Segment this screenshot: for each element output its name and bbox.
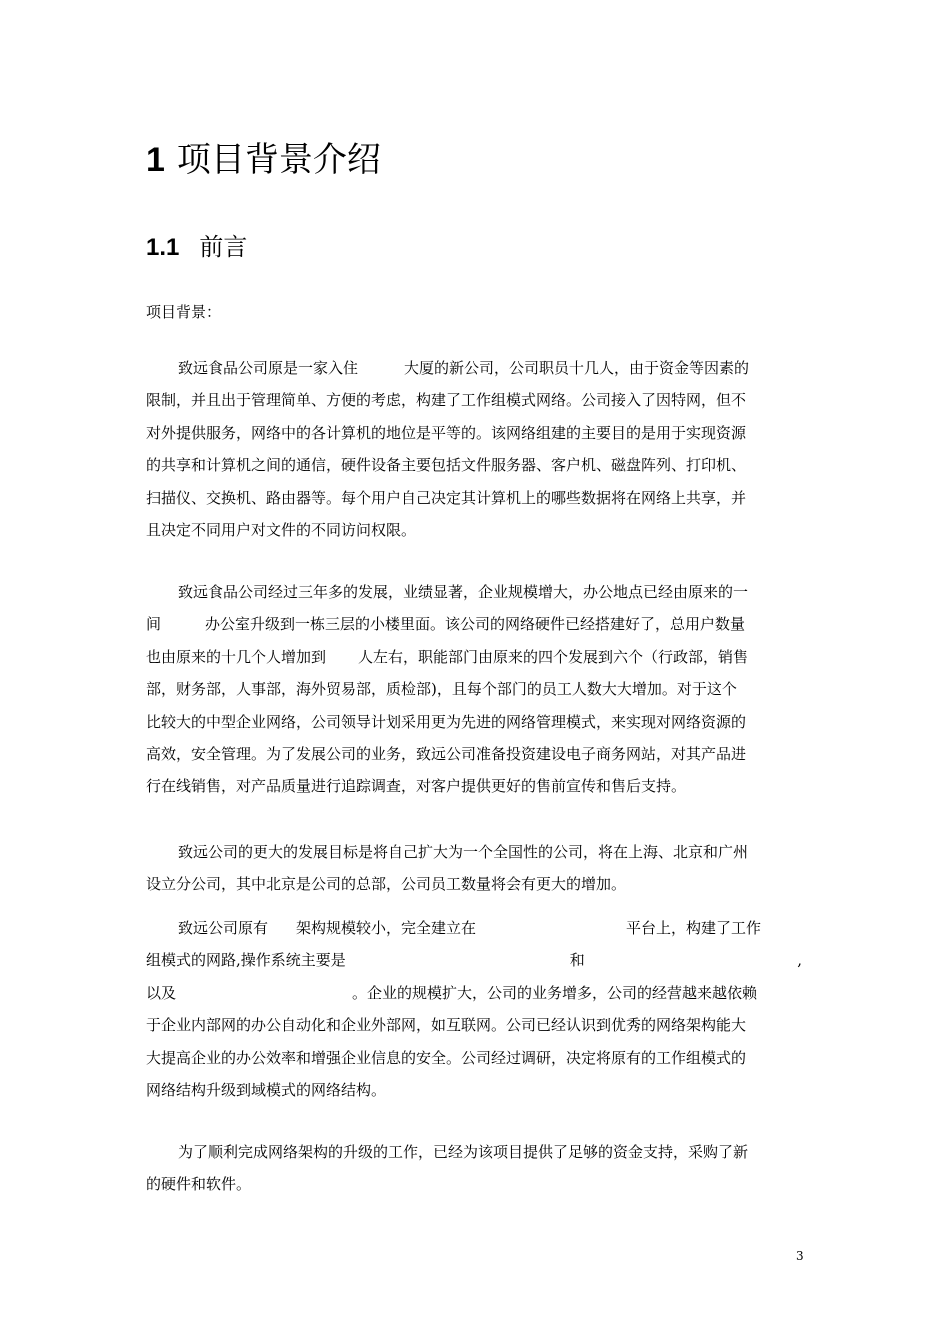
paragraph-line: 大提高企业的办公效率和增强企业信息的安全。公司经过调研，决定将原有的工作组模式的 — [146, 1048, 747, 1067]
paragraph-line: 致远食品公司经过三年多的发展，业绩显著，企业规模增大，办公地点已经由原来的一 — [178, 583, 749, 601]
paragraph-line: 于企业内部网的办公自动化和企业外部网，如互联网。公司已经认识到优秀的网络架构能大 — [146, 1016, 747, 1035]
paragraph-line: 且决定不同用户对文件的不同访问权限。 — [146, 520, 417, 539]
section-number: 1.1 — [146, 234, 180, 261]
paragraph-line: 部，财务部，人事部，海外贸易部，质检部)，且每个部门的员工人数大大增加。对于这个 — [146, 680, 737, 699]
paragraph-line: 高效，安全管理。为了发展公司的业务，致远公司准备投资建设电子商务网站，对其产品进 — [146, 744, 747, 763]
paragraph-line: 间 办公室升级到一栋三层的小楼里面。该公司的网络硬件已经搭建好了，总用户数量 — [146, 615, 746, 634]
paragraph-line: 的硬件和软件。 — [146, 1175, 252, 1194]
paragraph-line: 致远公司的更大的发展目标是将自己扩大为一个全国性的公司，将在上海、北京和广州 — [178, 843, 749, 861]
paragraph-line: 限制，并且出于管理简单、方便的考虑，构建了工作组模式网络。公司接入了因特网，但不 — [146, 391, 747, 410]
paragraph-5 — [146, 1136, 810, 1201]
paragraph-4 — [146, 912, 810, 1106]
paragraph-line: 以及 。企业的规模扩大，公司的业务增多，公司的经营越来越依赖 — [146, 983, 758, 1002]
paragraph-line: 为了顺利完成网络架构的升级的工作，已经为该项目提供了足够的资金支持，采购了新 — [178, 1143, 749, 1161]
chapter-heading — [146, 138, 381, 182]
paragraph-line: 致远公司原有 架构规模较小，完全建立在 平台上，构建了工作 — [178, 919, 762, 937]
paragraph-line: 对外提供服务，网络中的各计算机的地位是平等的。该网络组建的主要目的是用于实现资源 — [146, 423, 747, 442]
section-heading — [146, 230, 247, 265]
paragraph-line: 设立分公司，其中北京是公司的总部，公司员工数量将会有更大的增加。 — [146, 875, 627, 894]
paragraph-line: 行在线销售，对产品质量进行追踪调查，对客户提供更好的售前宣传和售后支持。 — [146, 777, 687, 796]
paragraph-1 — [146, 352, 810, 546]
paragraph-line: 组模式的网路,操作系统主要是 和 , — [146, 951, 802, 970]
paragraph-line: 扫描仪、交换机、路由器等。每个用户自己决定其计算机上的哪些数据将在网络上共享，并 — [146, 488, 747, 507]
chapter-title: 项目背景介绍 — [176, 140, 381, 180]
paragraph-line: 也由原来的十几个人增加到 人左右，职能部门由原来的四个发展到六个（行政部，销售 — [146, 647, 749, 666]
chapter-number: 1 — [146, 141, 165, 179]
paragraph-line: 网络结构升级到域模式的网络结构。 — [146, 1080, 387, 1099]
section-title: 前言 — [199, 233, 248, 261]
lead-label: 项目背景： — [146, 303, 222, 321]
paragraph-line: 致远食品公司原是一家入住 大厦的新公司，公司职员十几人，由于资金等因素的 — [178, 359, 750, 377]
page-number: 3 — [796, 1249, 804, 1263]
paragraph-line: 的共享和计算机之间的通信，硬件设备主要包括文件服务器、客户机、磁盘阵列、打印机、 — [146, 456, 747, 475]
paragraph-2 — [146, 576, 810, 803]
paragraph-3 — [146, 836, 810, 901]
paragraph-line: 比较大的中型企业网络，公司领导计划采用更为先进的网络管理模式，来实现对网络资源的 — [146, 712, 747, 731]
